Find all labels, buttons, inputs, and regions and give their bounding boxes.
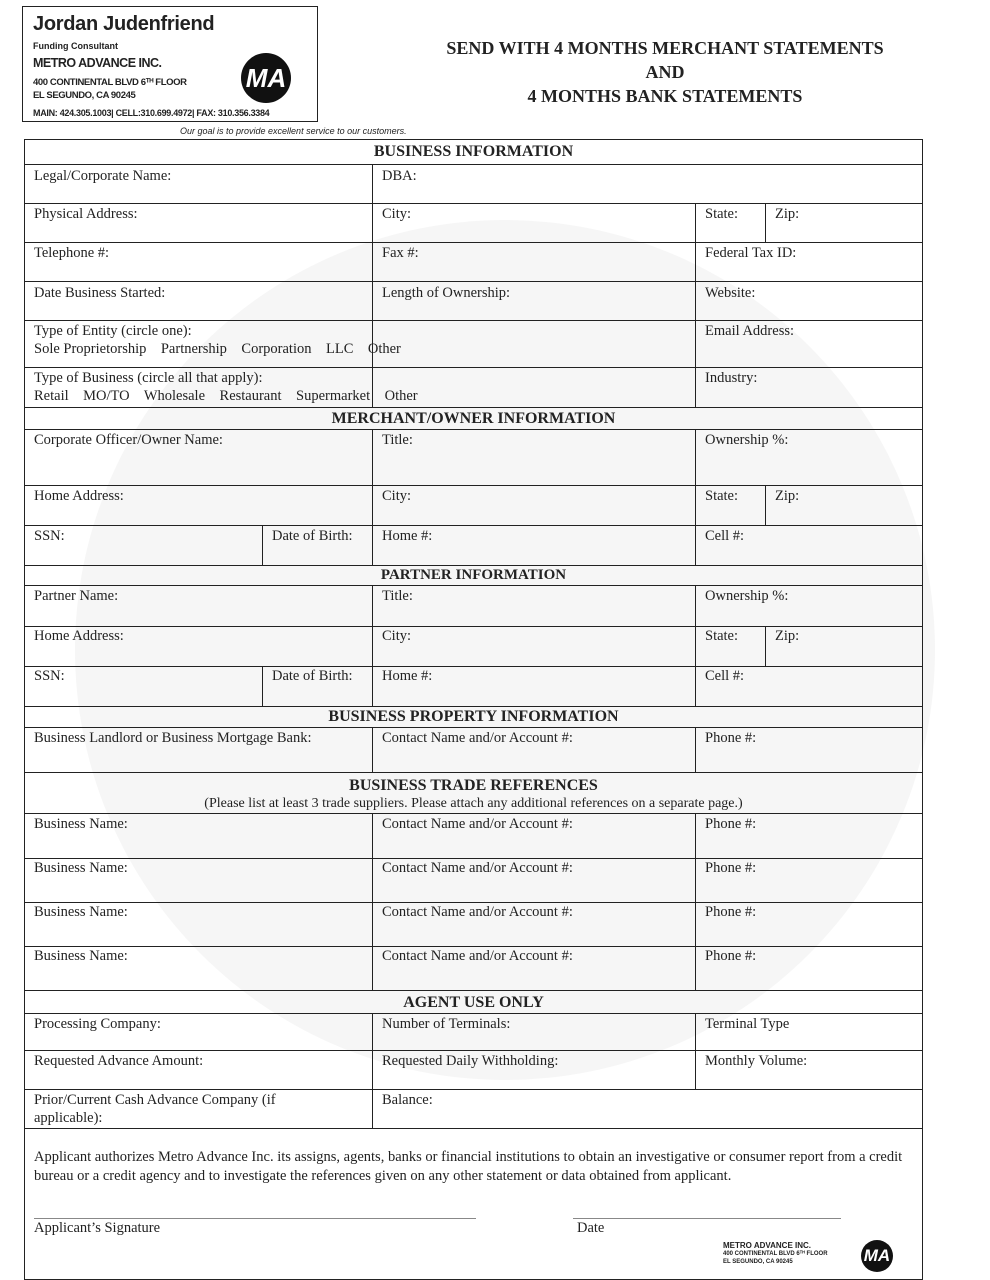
city-field[interactable]: City: — [382, 206, 412, 222]
owner-ssn-field[interactable]: SSN: — [34, 528, 65, 544]
trade-phone-1[interactable]: Phone #: — [705, 816, 757, 832]
owner-title-field[interactable]: Title: — [382, 432, 413, 448]
footer-company-name: METRO ADVANCE INC. — [723, 1241, 811, 1250]
footer-address-2: EL SEGUNDO, CA 90245 — [723, 1259, 793, 1265]
trade-phone-3[interactable]: Phone #: — [705, 904, 757, 920]
trade-contact-4[interactable]: Contact Name and/or Account #: — [382, 948, 573, 964]
property-contact-field[interactable]: Contact Name and/or Account #: — [382, 730, 573, 746]
partner-home-phone-field[interactable]: Home #: — [382, 668, 433, 684]
dba-field[interactable]: DBA: — [382, 168, 417, 184]
trade-phone-2[interactable]: Phone #: — [705, 860, 757, 876]
owner-ownership-field[interactable]: Ownership %: — [705, 432, 789, 448]
section-partner: PARTNER INFORMATION — [380, 567, 567, 583]
instructions — [395, 36, 935, 108]
partner-name-field[interactable]: Partner Name: — [34, 588, 119, 604]
prior-company-field[interactable]: Prior/Current Cash Advance Company (if — [34, 1092, 276, 1108]
trade-phone-4[interactable]: Phone #: — [705, 948, 757, 964]
section-property: BUSINESS PROPERTY INFORMATION — [328, 708, 619, 725]
trade-contact-3[interactable]: Contact Name and/or Account #: — [382, 904, 573, 920]
partner-ownership-field[interactable]: Ownership %: — [705, 588, 789, 604]
owner-home-address-field[interactable]: Home Address: — [34, 488, 124, 504]
date-field[interactable]: Date — [577, 1220, 605, 1236]
daily-withholding-field[interactable]: Requested Daily Withholding: — [382, 1053, 559, 1069]
authorization-text: Applicant authorizes Metro Advance Inc. its assigns, agents, banks or financial institutions to obtain an investigative or consumer report from a credit bureau or a credit agency and to investigate the references given on any other statement or data obtained from applicant. — [34, 1149, 903, 1184]
partner-title-field[interactable]: Title: — [382, 588, 413, 604]
instruction-line-1: SEND WITH 4 MONTHS MERCHANT STATEMENTS — [446, 38, 884, 58]
company-phones: MAIN: 424.305.1003| CELL:310.699.4972| FAX: 310.356.3384 — [33, 108, 270, 118]
trade-references-note: (Please list at least 3 trade suppliers. Please attach any additional references on a separate page.) — [204, 796, 743, 811]
owner-cell-field[interactable]: Cell #: — [705, 528, 745, 544]
legal-name-field[interactable]: Legal/Corporate Name: — [34, 168, 172, 184]
section-merchant-owner: MERCHANT/OWNER INFORMATION — [331, 410, 616, 427]
entity-type-options[interactable]: Sole Proprietorship Partnership Corporation LLC Other — [34, 341, 401, 357]
section-agent-use: AGENT USE ONLY — [403, 994, 544, 1011]
trade-business-name-1[interactable]: Business Name: — [34, 816, 128, 832]
instruction-line-2: AND — [645, 62, 685, 82]
physical-address-field[interactable]: Physical Address: — [34, 206, 138, 222]
website-field[interactable]: Website: — [705, 285, 756, 301]
state-field[interactable]: State: — [705, 206, 739, 222]
trade-business-name-3[interactable]: Business Name: — [34, 904, 128, 920]
footer-logo-icon: MA — [861, 1240, 893, 1272]
monthly-volume-field[interactable]: Monthly Volume: — [705, 1053, 808, 1069]
partner-cell-field[interactable]: Cell #: — [705, 668, 745, 684]
applicant-signature-field[interactable]: Applicant’s Signature — [34, 1220, 161, 1236]
trade-contact-1[interactable]: Contact Name and/or Account #: — [382, 816, 573, 832]
owner-home-phone-field[interactable]: Home #: — [382, 528, 433, 544]
partner-state-field[interactable]: State: — [705, 628, 739, 644]
processing-company-field[interactable]: Processing Company: — [34, 1016, 161, 1032]
partner-dob-field[interactable]: Date of Birth: — [272, 668, 353, 684]
terminal-type-field[interactable]: Terminal Type — [705, 1016, 790, 1032]
trade-business-name-4[interactable]: Business Name: — [34, 948, 128, 964]
goal-text: Our goal is to provide excellent service to our customers. — [180, 126, 407, 136]
owner-city-field[interactable]: City: — [382, 488, 412, 504]
business-type-label: Type of Business (circle all that apply): — [34, 370, 263, 386]
partner-city-field[interactable]: City: — [382, 628, 412, 644]
zip-field[interactable]: Zip: — [775, 206, 800, 222]
email-field[interactable]: Email Address: — [705, 323, 795, 339]
partner-zip-field[interactable]: Zip: — [775, 628, 800, 644]
consultant-title: Funding Consultant — [33, 41, 118, 51]
company-address-1: 400 CONTINENTAL BLVD 6ᵀᴴ FLOOR — [33, 77, 187, 88]
balance-field[interactable]: Balance: — [382, 1092, 433, 1108]
company-address-2: EL SEGUNDO, CA 90245 — [33, 90, 136, 101]
instruction-line-3: 4 MONTHS BANK STATEMENTS — [527, 86, 803, 106]
owner-state-field[interactable]: State: — [705, 488, 739, 504]
business-type-options[interactable]: Retail MO/TO Wholesale Restaurant Supermarket Other — [34, 388, 418, 404]
trade-contact-2[interactable]: Contact Name and/or Account #: — [382, 860, 573, 876]
requested-amount-field[interactable]: Requested Advance Amount: — [34, 1053, 204, 1069]
property-phone-field[interactable]: Phone #: — [705, 730, 757, 746]
business-card — [22, 6, 318, 122]
terminals-field[interactable]: Number of Terminals: — [382, 1016, 511, 1032]
prior-company-field-cont: applicable): — [34, 1110, 103, 1126]
owner-dob-field[interactable]: Date of Birth: — [272, 528, 353, 544]
company-logo-icon: MA — [241, 53, 291, 103]
entity-type-label: Type of Entity (circle one): — [34, 323, 192, 339]
telephone-field[interactable]: Telephone #: — [34, 245, 110, 261]
trade-business-name-2[interactable]: Business Name: — [34, 860, 128, 876]
footer-company-info — [723, 1242, 828, 1266]
length-ownership-field[interactable]: Length of Ownership: — [382, 285, 511, 301]
section-trade-references: BUSINESS TRADE REFERENCES — [349, 777, 598, 794]
application-form — [24, 139, 923, 1280]
industry-field[interactable]: Industry: — [705, 370, 758, 386]
partner-home-address-field[interactable]: Home Address: — [34, 628, 124, 644]
owner-zip-field[interactable]: Zip: — [775, 488, 800, 504]
federal-tax-id-field[interactable]: Federal Tax ID: — [705, 245, 797, 261]
owner-name-field[interactable]: Corporate Officer/Owner Name: — [34, 432, 223, 448]
section-business-information: BUSINESS INFORMATION — [373, 143, 574, 160]
footer-address-1: 400 CONTINENTAL BLVD 6ᵀᴴ FLOOR — [723, 1251, 828, 1257]
date-started-field[interactable]: Date Business Started: — [34, 285, 166, 301]
landlord-field[interactable]: Business Landlord or Business Mortgage Bank: — [34, 730, 312, 746]
company-name: METRO ADVANCE INC. — [33, 56, 162, 70]
consultant-name: Jordan Judenfriend — [33, 13, 215, 35]
fax-field[interactable]: Fax #: — [382, 245, 419, 261]
partner-ssn-field[interactable]: SSN: — [34, 668, 65, 684]
